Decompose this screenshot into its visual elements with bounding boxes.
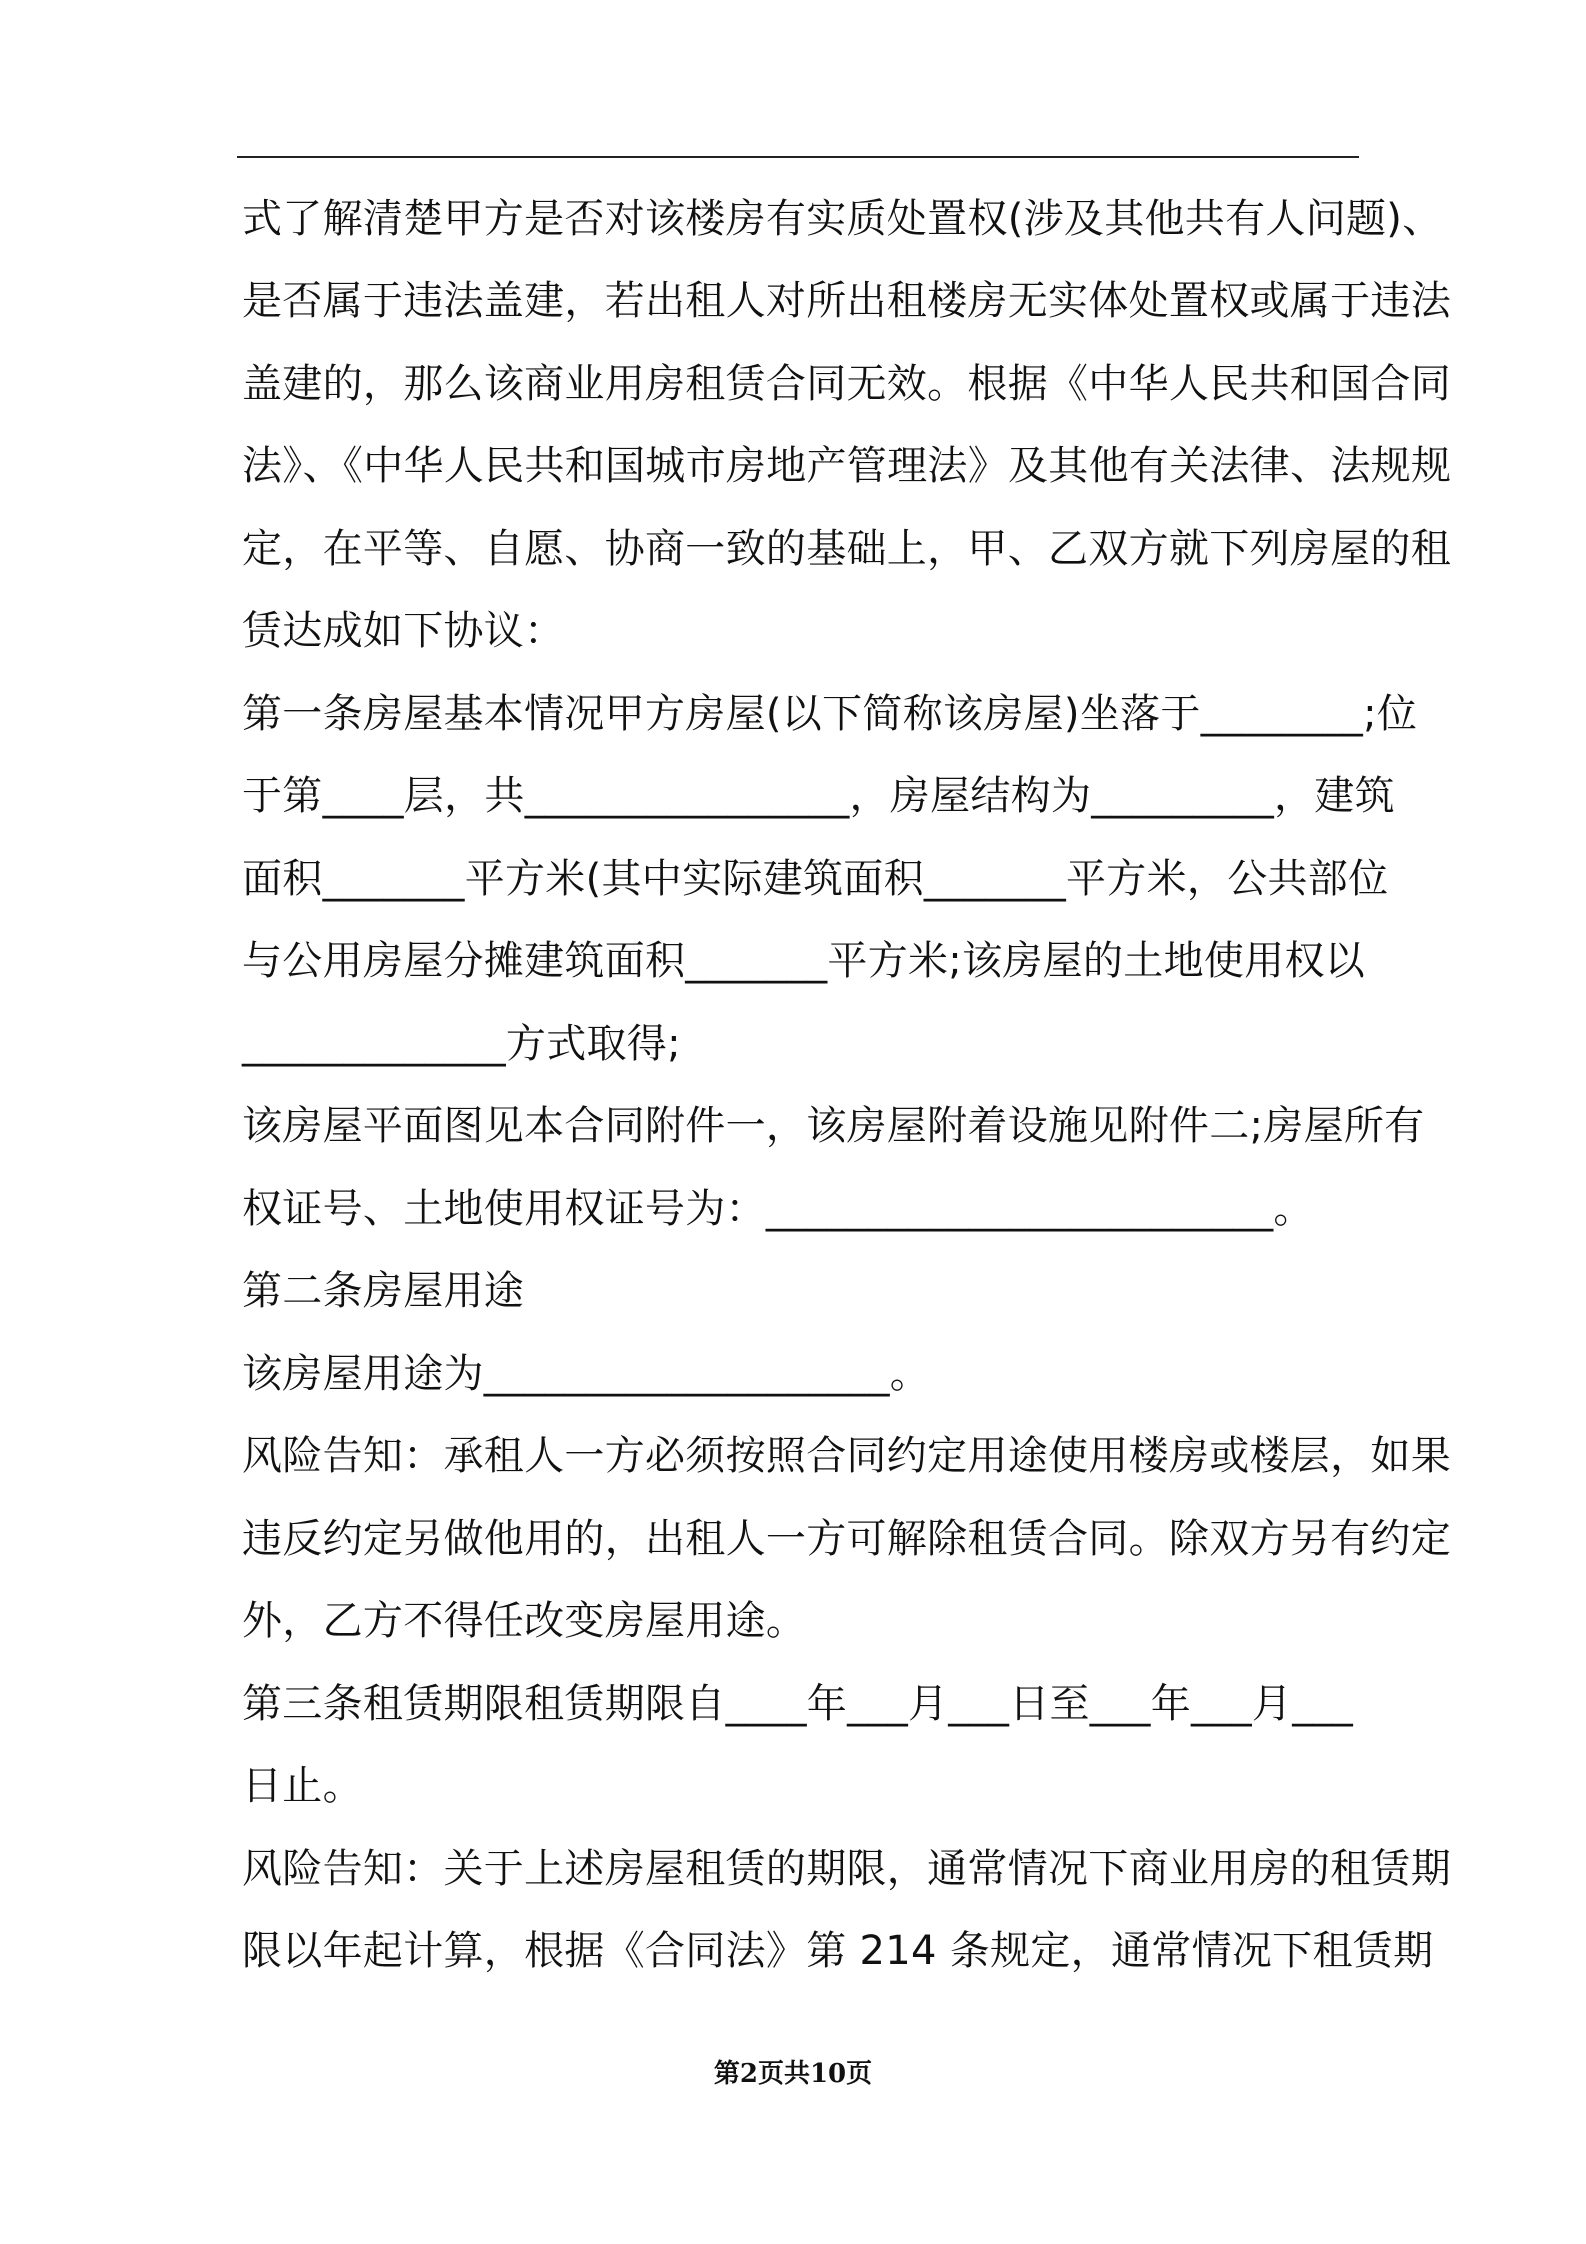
text-line: 风险告知：关于上述房屋租赁的期限，通常情况下商业用房的租赁期 [242, 1846, 1451, 1892]
text-line: 限以年起计算，根据《合同法》第 214 条规定，通常情况下租赁期 [242, 1928, 1434, 1974]
page-number: 第2页共10页 [713, 2059, 873, 2089]
text-line: 该房屋用途为____________________。 [242, 1351, 931, 1397]
text-line: 定，在平等、自愿、协商一致的基础上，甲、乙双方就下列房屋的租 [242, 526, 1451, 572]
text-line: 是否属于违法盖建，若出租人对所出租楼房无实体处置权或属于违法 [242, 278, 1451, 324]
text-line: 第三条租赁期限租赁期限自____年___月___日至___年___月___ [242, 1681, 1354, 1727]
text-line: 外，乙方不得任改变房屋用途。 [242, 1598, 807, 1644]
text-line: 于第____层，共________________，房屋结构为_________，建筑 [242, 773, 1395, 819]
text-line: 面积_______平方米(其中实际建筑面积_______平方米，公共部位 [242, 856, 1389, 902]
text-line: 赁达成如下协议： [242, 608, 565, 654]
text-line: 风险告知：承租人一方必须按照合同约定用途使用楼房或楼层，如果 [242, 1433, 1451, 1479]
text-line: 日止。 [242, 1763, 363, 1809]
text-line: 第一条房屋基本情况甲方房屋(以下简称该房屋)坐落于________;位 [242, 691, 1418, 737]
text-line: _____________方式取得; [242, 1021, 681, 1067]
text-line: 与公用房屋分摊建筑面积_______平方米;该房屋的土地使用权以 [242, 938, 1366, 984]
text-line: 式了解清楚甲方是否对该楼房有实质处置权(涉及其他共有人问题)、 [242, 196, 1443, 242]
text-line: 权证号、土地使用权证号为：_________________________。 [242, 1186, 1314, 1232]
text-line: 第二条房屋用途 [242, 1268, 525, 1314]
text-line: 法》、《中华人民共和国城市房地产管理法》及其他有关法律、法规规 [242, 443, 1452, 489]
text-line: 违反约定另做他用的，出租人一方可解除租赁合同。除双方另有约定 [242, 1516, 1451, 1562]
text-line: 该房屋平面图见本合同附件一，该房屋附着设施见附件二;房屋所有 [242, 1103, 1425, 1149]
text-line: 盖建的，那么该商业用房租赁合同无效。根据《中华人民共和国合同 [242, 361, 1451, 407]
